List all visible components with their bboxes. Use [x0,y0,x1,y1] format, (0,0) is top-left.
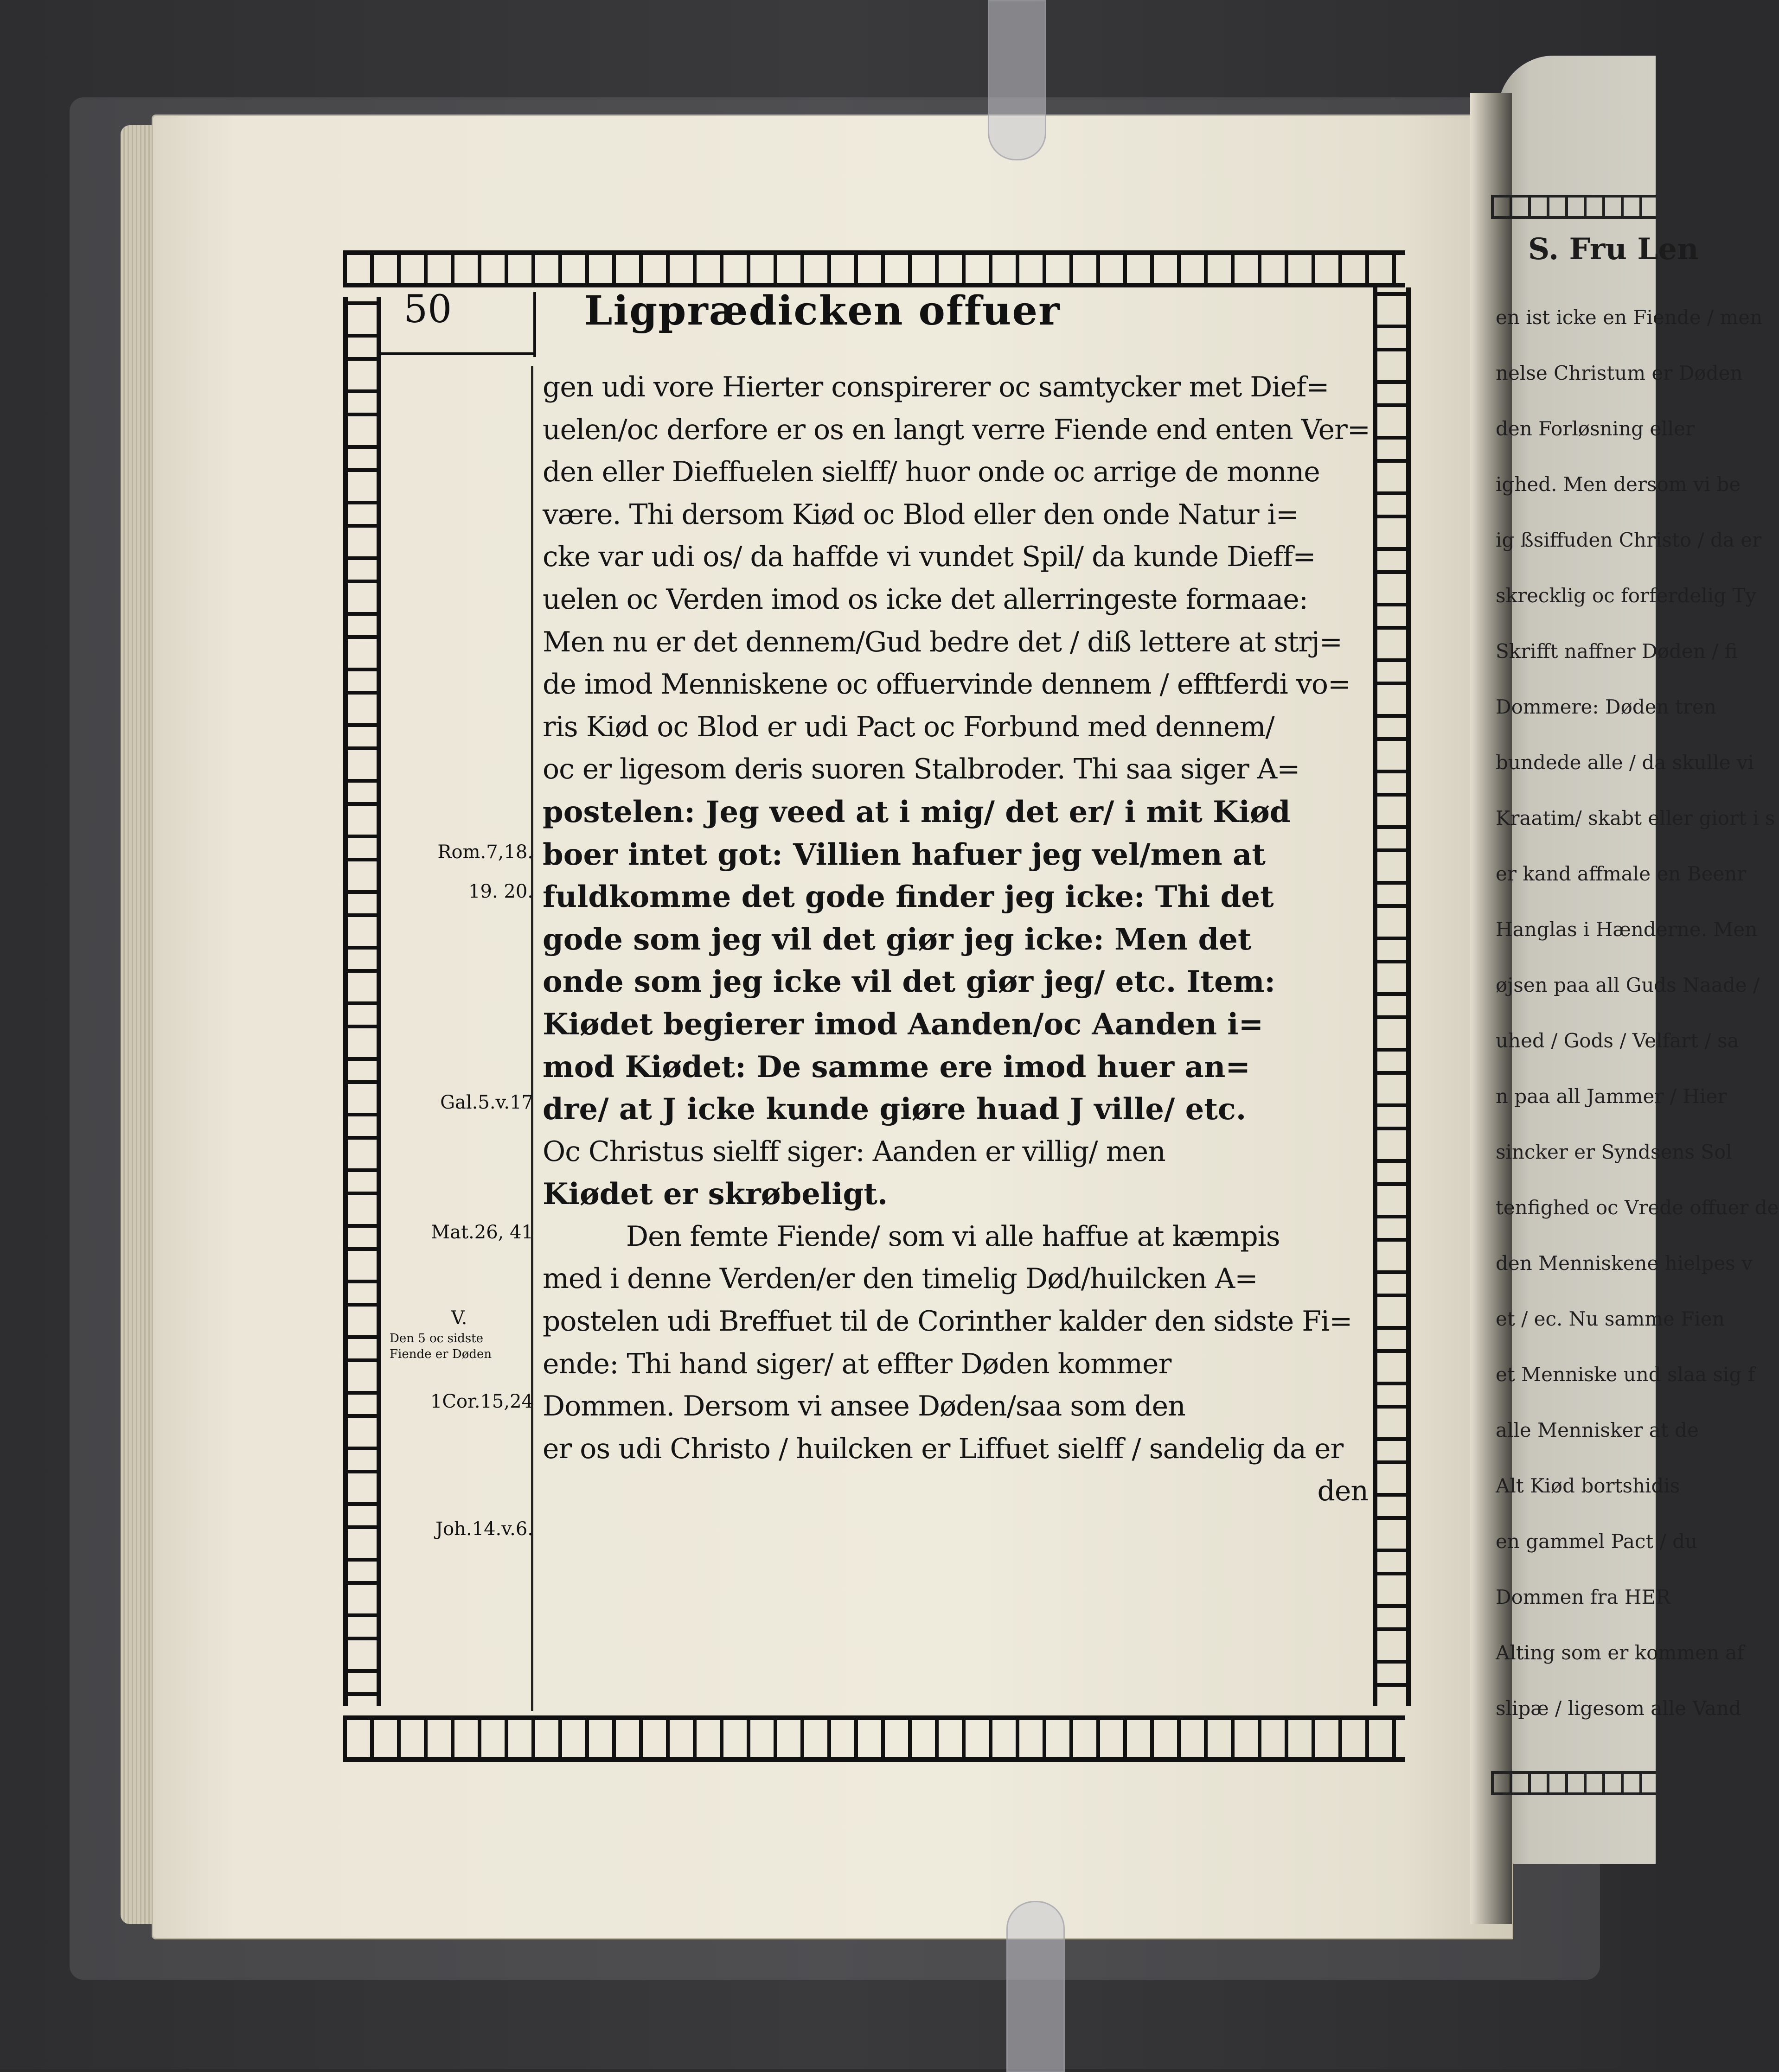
right-page-line: et / ec. Nu samme Fien [1496,1307,1725,1330]
text-line: Men nu er det dennem/Gud bedre det / diß lettere at strj= [543,625,1343,658]
page-header [343,287,1405,352]
margin-note: Gal.5.v.17 [440,1092,533,1113]
right-page-border [1491,195,1656,219]
page-clip [988,0,1046,160]
text-line: ris Kiød oc Blod er udi Pact oc Forbund med dennem/ [543,710,1274,743]
right-page-title: S. Fru Len [1528,232,1699,267]
margin-rule [531,366,533,1711]
right-page-line: sincker er Syndsens Sol [1496,1141,1732,1163]
right-page-text [1491,0,1779,2069]
margin-note: Rom.7,18. [437,842,533,863]
right-page-line: en ist icke en Fiende / men [1496,306,1763,329]
margin-note: 19. 20. [468,881,533,902]
right-page-line: et Menniske und slaa sig f [1496,1363,1755,1386]
text-line: boer intet got: Villien hafuer jeg vel/men at [543,837,1266,872]
body-text [543,366,1368,1513]
header-divider [533,292,536,357]
text-line: de imod Menniskene oc offuervinde dennem / efftferdi vo= [543,668,1351,701]
text-line: dre/ at J icke kunde giøre huad J ville/ etc. [543,1092,1247,1127]
text-line: ende: Thi hand siger/ at effter Døden kommer [543,1347,1171,1380]
text-line: gen udi vore Hierter conspirerer oc samtycker met Dief= [543,371,1329,403]
text-line: onde som jeg icke vil det giør jeg/ etc. Item: [543,964,1276,1000]
margin-note: 1Cor.15,24 [430,1391,533,1412]
frame-left-border [343,297,381,1706]
right-page-line: ighed. Men dersom vi be [1496,473,1741,496]
right-page-line: nelse Christum er Døden [1496,362,1743,384]
right-page-line: Dommen fra HER [1496,1586,1670,1608]
text-line: mod Kiødet: De samme ere imod huer an= [543,1049,1251,1084]
right-page-line: Hanglas i Hænderne. Men [1496,918,1758,941]
frame-right-border [1373,287,1411,1706]
text-line: Den femte Fiende/ som vi alle haffue at kæmpis [626,1220,1280,1253]
ornamental-frame [343,250,1405,1753]
text-line: postelen udi Breffuet til de Corinther kalder den sidste Fi= [543,1305,1352,1338]
right-page-line: bundede alle / da skulle vi [1496,751,1754,774]
right-page-line: ig ßsiffuden Christo / da er [1496,529,1762,551]
margin-note: Den 5 oc sidste Fiende er Døden [390,1332,492,1361]
text-line: cke var udi os/ da haffde vi vundet Spil/ da kunde Dieff= [543,541,1316,574]
text-line: den eller Dieffuelen sielff/ huor onde oc arrige de monne [543,456,1320,489]
text-line: Oc Christus sielff siger: Aanden er villig/ men [543,1135,1165,1168]
running-title: Ligprædicken offuer [584,287,1061,334]
catchword: den [1317,1475,1368,1508]
right-page-line: alle Mennisker at de [1496,1419,1699,1441]
margin-note: V. [451,1307,467,1329]
text-line: fuldkomme det gode finder jeg icke: Thi det [543,880,1274,915]
text-line: Dommen. Dersom vi ansee Døden/saa som den [543,1390,1185,1423]
right-page-line: uhed / Gods / Velfart / sa [1496,1029,1739,1052]
page-number: 50 [403,287,452,332]
frame-bottom-border [343,1715,1405,1762]
right-page-line: slipæ / ligesom alle Vand [1496,1697,1741,1720]
right-page-line: Skrifft naffner Døden / fi [1496,640,1738,663]
right-page-line: tenfighed oc Vrede offuer de [1496,1196,1779,1219]
right-page-line: er kand affmale en Beenr [1496,862,1747,885]
right-page-line: den Forløsning eller [1496,417,1695,440]
text-line: uelen/oc derfore er os en langt verre Fiende end enten Ver= [543,413,1370,446]
text-line: uelen oc Verden imod os icke det allerringeste formaae: [543,583,1308,616]
margin-note: Joh.14.v.6. [435,1518,533,1540]
right-page-line: n paa all Jammer / Hier [1496,1085,1727,1108]
margin-note: Mat.26, 41 [431,1222,533,1243]
right-page-line: skrecklig oc forferdelig Ty [1496,584,1757,607]
text-line: med i denne Verden/er den timelig Død/huilcken A= [543,1262,1258,1295]
frame-top-border [343,250,1405,287]
text-line: Kiødet er skrøbeligt. [543,1177,888,1212]
header-rule [380,352,533,355]
right-page-line: den Menniskene hielpes v [1496,1252,1753,1275]
right-page-line: Kraatim/ skabt eller giort i s [1496,807,1775,829]
right-page-line: Alt Kiød bortshidis [1496,1474,1680,1497]
text-line: Kiødet begierer imod Aanden/oc Aanden i= [543,1007,1264,1042]
right-page-border [1491,1771,1656,1795]
right-page-line: Alting som er kommen af [1496,1641,1744,1664]
text-line: være. Thi dersom Kiød oc Blod eller den onde Natur i= [543,498,1299,531]
text-line: oc er ligesom deris suoren Stalbroder. Thi saa siger A= [543,753,1300,786]
text-line: er os udi Christo / huilcken er Liffuet sielff / sandelig da er [543,1432,1344,1465]
right-page-line: en gammel Pact / du [1496,1530,1698,1553]
text-line: postelen: Jeg veed at i mig/ det er/ i mit Kiød [543,794,1291,829]
right-page-line: øjsen paa all Guds Naade / [1496,974,1760,996]
page-clip [1006,1901,1065,2072]
right-page-line: Dommere: Døden tren [1496,695,1716,718]
text-line: gode som jeg vil det giør jeg icke: Men det [543,922,1252,957]
